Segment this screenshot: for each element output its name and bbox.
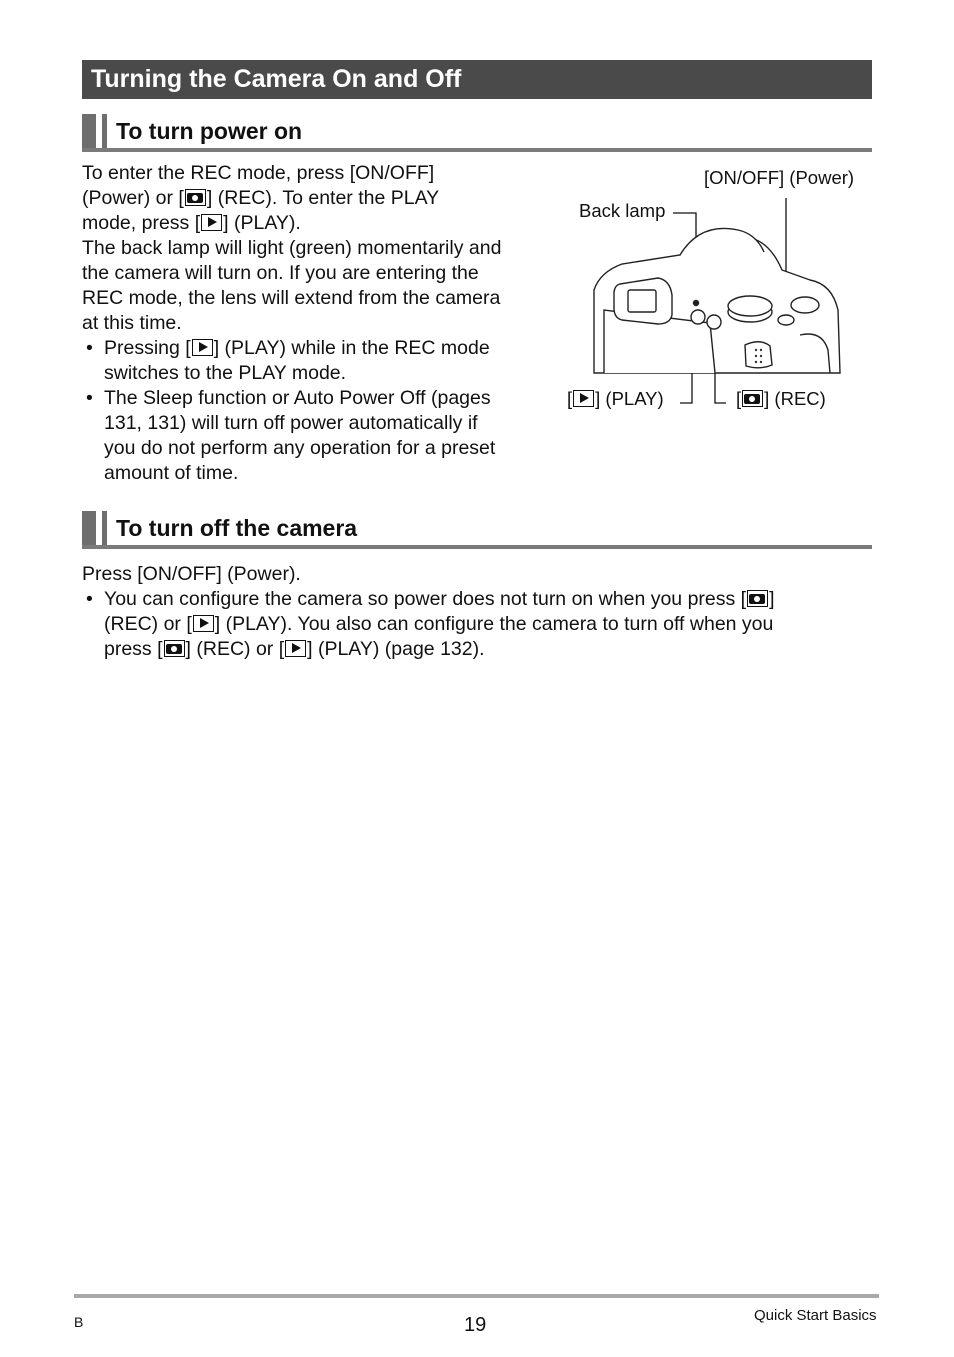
label-onoff-power: [ON/OFF] (Power): [704, 167, 855, 188]
play-triangle-icon: [285, 640, 306, 657]
power-on-paragraph-1: To enter the REC mode, press [ON/OFF] (Power) or [ ] (REC). To enter the PLAY mode, press [ ] (PLAY).: [82, 162, 440, 234]
page-number: 19: [464, 1314, 487, 1336]
camera-body: [594, 228, 840, 373]
section-title-power-off: To turn off the camera: [116, 515, 358, 541]
page-title: Turning the Camera On and Off: [91, 65, 462, 93]
camera-figure: [560, 160, 880, 420]
page-banner: [82, 60, 872, 99]
play-triangle-icon: [193, 615, 214, 632]
camera-illustration: [560, 160, 880, 420]
label-play: [ ] (PLAY): [567, 388, 664, 409]
play-triangle-icon: [201, 214, 222, 231]
label-back-lamp: Back lamp: [579, 200, 666, 221]
rec-camera-icon: [747, 590, 768, 607]
power-on-bullet-1: • Pressing [ ] (PLAY) while in the REC mode switches to the PLAY mode.: [86, 337, 490, 384]
rec-camera-icon: [185, 189, 206, 206]
label-rec: [ ] (REC): [736, 388, 826, 409]
section-heading-power-off: [82, 511, 872, 549]
power-off-text: [82, 562, 872, 662]
power-on-bullet-2: • The Sleep function or Auto Power Off (pages 131, 131) will turn off power automatically if you do not perform any operation for a preset amount of time.: [86, 387, 496, 484]
power-off-paragraph-1: Press [ON/OFF] (Power).: [82, 563, 301, 585]
power-off-bullet-1: • You can configure the camera so power does not turn on when you press [ ] (REC) or [ ] (PLAY). You also can configure the camera to turn off when you press [ ] (REC) or [ ] (PLAY) (page 132).: [86, 588, 775, 660]
play-triangle-icon: [192, 339, 213, 356]
section-heading-power-on: [82, 114, 872, 152]
footer-rule: [74, 1294, 879, 1298]
section-title-power-on: To turn power on: [116, 118, 303, 144]
rec-camera-icon: [164, 640, 185, 657]
footer-left-mark: B: [74, 1314, 84, 1330]
footer-section-name: Quick Start Basics: [754, 1307, 877, 1324]
power-on-paragraph-2: The back lamp will light (green) momentarily and the camera will turn on. If you are entering the REC mode, the lens will extend from the camera at this time.: [82, 237, 502, 334]
power-on-text: [82, 161, 542, 486]
